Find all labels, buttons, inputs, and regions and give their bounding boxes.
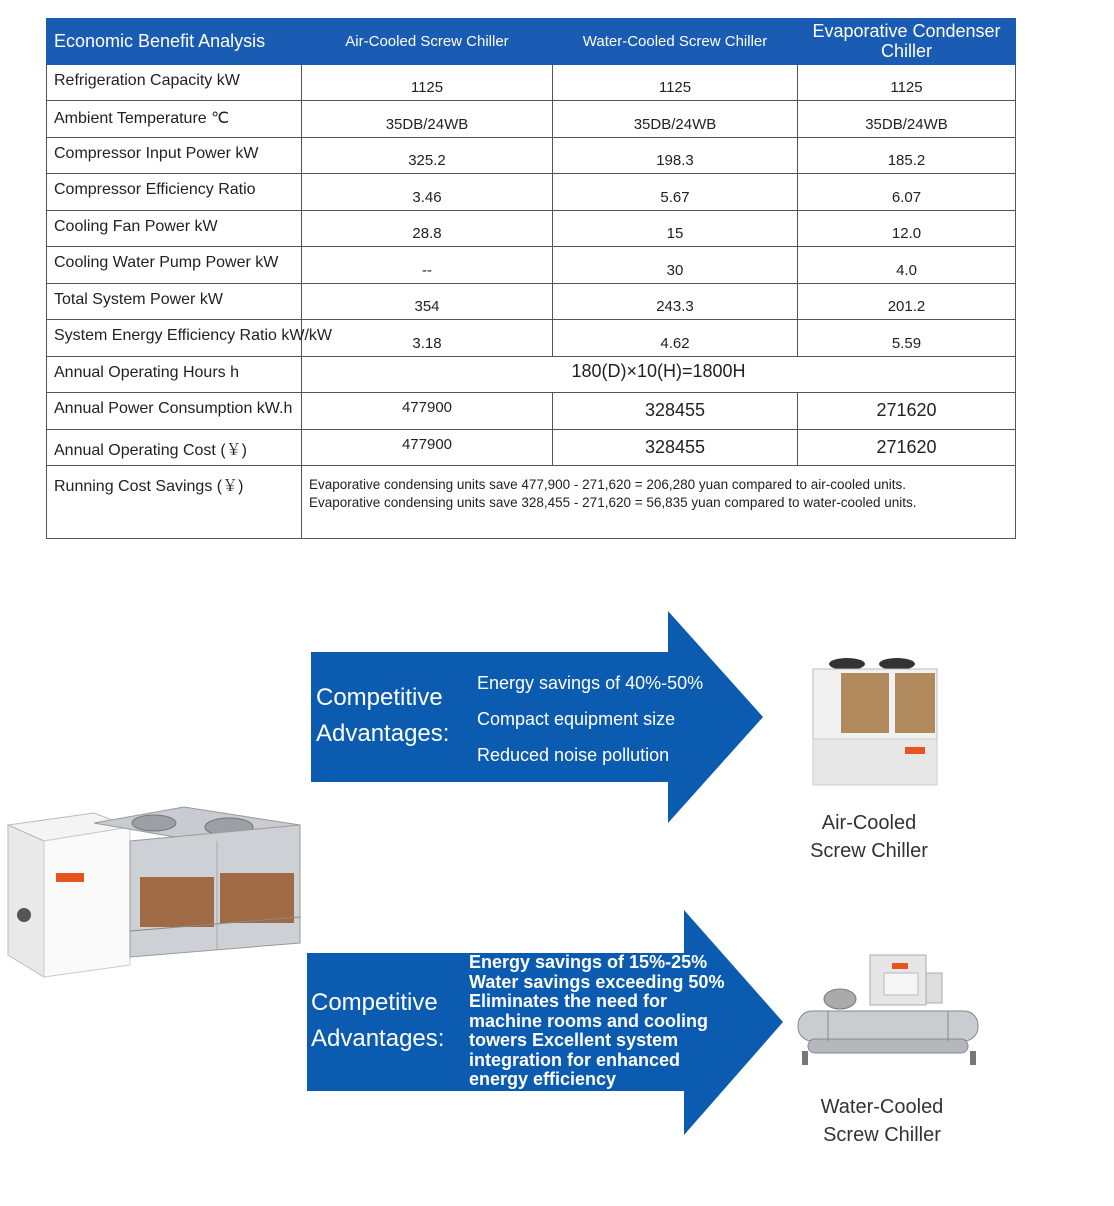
advantage-text — [469, 953, 739, 1090]
water-cooled-caption-line1: Water-Cooled — [820, 1096, 944, 1118]
table-cell: 198.3 — [553, 137, 798, 173]
table-row — [47, 174, 1016, 210]
table-cell: 5.59 — [798, 320, 1016, 356]
advantage-arrow-air — [311, 611, 763, 823]
table-cell: 271620 — [798, 393, 1016, 429]
savings-note — [302, 465, 1016, 538]
table-cell: 12.0 — [798, 210, 1016, 246]
row-label: Refrigeration Capacity kW — [47, 65, 302, 101]
row-label: Compressor Input Power kW — [47, 137, 302, 173]
row-label: Running Cost Savings (￥) — [47, 465, 302, 538]
table-cell: 28.8 — [302, 210, 553, 246]
table-row — [47, 101, 1016, 137]
table-cell: 15 — [553, 210, 798, 246]
list-item: Reduced noise pollution — [477, 745, 670, 765]
advantage-title-line2: Advantages: — [311, 1025, 445, 1052]
row-label: Total System Power kW — [47, 283, 302, 319]
list-item: Compact equipment size — [477, 709, 676, 729]
table-cell: 1125 — [553, 65, 798, 101]
table-title: Economic Benefit Analysis — [47, 19, 302, 65]
row-label: Annual Operating Cost (￥) — [47, 429, 302, 465]
row-label: Compressor Efficiency Ratio — [47, 174, 302, 210]
advantage-list — [477, 665, 703, 773]
table-cell: 6.07 — [798, 174, 1016, 210]
table-cell: 271620 — [798, 429, 1016, 465]
table-cell: 325.2 — [302, 137, 553, 173]
row-label: Cooling Water Pump Power kW — [47, 247, 302, 283]
air-cooled-caption-line1: Air-Cooled — [821, 812, 917, 834]
air-cooled-chiller-image — [805, 655, 945, 790]
table-cell: -- — [302, 247, 553, 283]
table-cell: 185.2 — [798, 137, 1016, 173]
table-cell: 30 — [553, 247, 798, 283]
table-cell: 201.2 — [798, 283, 1016, 319]
table-cell: 3.18 — [302, 320, 553, 356]
table-row — [47, 429, 1016, 465]
table-row — [47, 137, 1016, 173]
table-cell: 5.67 — [553, 174, 798, 210]
row-label: Ambient Temperature ℃ — [47, 101, 302, 137]
advantage-title-line2: Advantages: — [316, 720, 450, 747]
column-header-air-cooled: Air-Cooled Screw Chiller — [302, 19, 553, 65]
table-cell: 35DB/24WB — [553, 101, 798, 137]
table-row — [47, 356, 1016, 392]
water-cooled-chiller-image — [788, 953, 992, 1071]
row-label: Annual Power Consumption kW.h — [47, 393, 302, 429]
table-cell: 477900 — [302, 429, 553, 465]
table-row — [47, 465, 1016, 538]
savings-line-air: Evaporative condensing units save 477,900 - 271,620 = 206,280 yuan compared to air-cooled units. — [309, 476, 907, 492]
table-cell: 328455 — [553, 429, 798, 465]
table-cell: 4.62 — [553, 320, 798, 356]
table-cell: 1125 — [302, 65, 553, 101]
table-row — [47, 283, 1016, 319]
table-row — [47, 65, 1016, 101]
column-header-evaporative: Evaporative Condenser Chiller — [798, 19, 1016, 65]
table-cell: 477900 — [302, 393, 553, 429]
advantage-title-line1: Competitive — [311, 989, 438, 1016]
table-cell: 3.46 — [302, 174, 553, 210]
table-cell: 243.3 — [553, 283, 798, 319]
table-cell: 354 — [302, 283, 553, 319]
table-row — [47, 320, 1016, 356]
water-cooled-caption-line2: Screw Chiller — [823, 1124, 941, 1146]
air-cooled-caption-line2: Screw Chiller — [810, 840, 928, 862]
advantage-title-line1: Competitive — [316, 684, 443, 711]
table-cell: 1125 — [798, 65, 1016, 101]
table-row — [47, 393, 1016, 429]
table-cell: 35DB/24WB — [302, 101, 553, 137]
evaporative-condenser-unit-image — [4, 805, 304, 985]
list-item: Energy savings of 40%-50% — [477, 673, 704, 693]
table-cell: 4.0 — [798, 247, 1016, 283]
row-label: Annual Operating Hours h — [47, 356, 302, 392]
table-row — [47, 210, 1016, 246]
savings-line-water: Evaporative condensing units save 328,455 - 271,620 = 56,835 yuan compared to water-cooled units. — [309, 495, 917, 511]
advantage-arrow-water — [307, 910, 783, 1135]
table-cell: 35DB/24WB — [798, 101, 1016, 137]
table-row — [47, 247, 1016, 283]
row-label: System Energy Efficiency Ratio kW/kW — [47, 320, 302, 356]
economic-benefit-table — [46, 18, 1016, 539]
table-cell: 328455 — [553, 393, 798, 429]
list-item: Energy savings of 15%-25% Water savings exceeding 50% Eliminates the need for machine rooms and cooling towers Excellent system integration for enhanced energy efficiency — [469, 952, 725, 1089]
column-header-water-cooled: Water-Cooled Screw Chiller — [553, 19, 798, 65]
operating-hours-value: 180(D)×10(H)=1800H — [302, 356, 1016, 392]
row-label: Cooling Fan Power kW — [47, 210, 302, 246]
